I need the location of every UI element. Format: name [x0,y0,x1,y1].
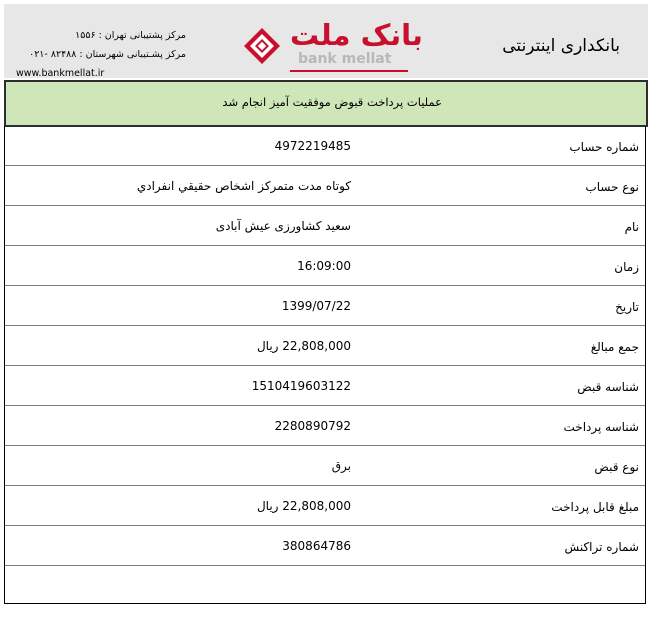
support-cities: مرکز پشـتیبانی شهرستان : ۸۲۴۸۸ -۰۲۱ [29,49,186,60]
row-label: جمع مبالغ [590,340,639,354]
row-value: 380864786 [282,539,351,553]
table-row [5,126,645,166]
table-row [5,366,645,406]
bank-logo-fa: بانک ملت [290,18,423,52]
row-value: 1399/07/22 [281,299,351,313]
row-label: تاریخ [615,300,639,314]
table-row [5,166,645,206]
row-value: 22,808,000 ریال [256,339,351,353]
row-label: مبلغ قابل پرداخت [551,500,639,514]
row-value: 1510419603122 [251,379,351,393]
support-info [16,26,186,83]
website-link[interactable]: www.bankmellat.ir [16,68,105,79]
row-label: شناسه قبض [577,380,639,394]
table-row [5,446,645,486]
row-label: نام [624,220,639,234]
app-title: بانکداری اینترنتی [502,36,620,56]
table-row [5,566,645,603]
success-banner [4,80,648,127]
table-row [5,486,645,526]
row-label: شماره حساب [569,140,639,154]
table-row [5,286,645,326]
success-message: عملیات پرداخت قبوض موفقیت آمیز انجام شد [222,95,442,109]
row-label: نوع حساب [585,180,639,194]
support-tehran: مرکز پشتیبانی تهران : ۱۵۵۶ [75,30,186,41]
row-value: سعید کشاورزی عیش آبادی [215,219,351,233]
bank-logo [242,18,423,76]
receipt-table [4,126,646,604]
row-value: 2280890792 [274,419,351,433]
row-value: برق [331,459,351,473]
row-value: كوتاه مدت متمركز اشخاص حقيقي انفرادي [136,179,351,193]
bank-logo-en: bank mellat [298,51,392,67]
table-row [5,406,645,446]
table-row [5,326,645,366]
row-value: 4972219485 [274,139,351,153]
row-label: زمان [614,260,639,274]
row-value: 16:09:00 [297,259,351,273]
row-label: شماره تراکنش [564,540,639,554]
table-row [5,246,645,286]
row-label: شناسه پرداخت [563,420,639,434]
bank-logo-icon [242,26,282,66]
table-row [5,206,645,246]
row-value: 22,808,000 ریال [256,499,351,513]
row-label: نوع قبض [594,460,639,474]
table-row [5,526,645,566]
logo-underline [290,70,408,72]
